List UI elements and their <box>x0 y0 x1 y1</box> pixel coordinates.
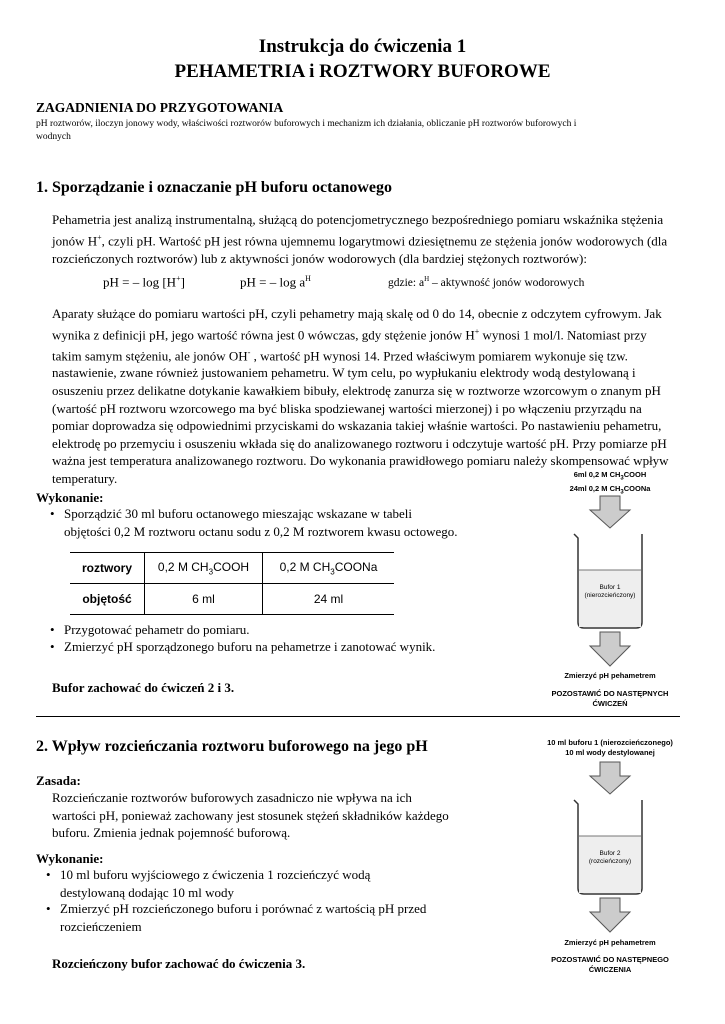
title-line-2: PEHAMETRIA i ROZTWORY BUFOROWE <box>174 61 551 82</box>
section1-keep-note: Bufor zachować do ćwiczeń 2 i 3. <box>52 680 235 695</box>
p2-line-3a: takim samym stężeniu, ale jonów OH <box>52 347 248 363</box>
arrow-down-icon <box>590 762 630 794</box>
table-cell <box>263 553 395 584</box>
diagram2-leave-2: ĆWICZENIA <box>588 964 632 974</box>
arrow-down-icon <box>590 632 630 666</box>
diagram2-measure: Zmierzyć pH pehametrem <box>564 938 656 947</box>
bullet-icon: • <box>46 901 51 916</box>
zasada-line-3: buforu. Zmienia jednak pojemność buforową. <box>52 825 291 841</box>
table-cell: objętość <box>70 584 145 615</box>
prep-text-line-2: wodnych <box>36 131 71 142</box>
p2-line-6: (wartość pH roztworu wzorcowego ma być bliska spodziewanej wartości mierzonej) i po włączeniu przyrządu na <box>52 400 642 416</box>
table-cell <box>145 553 263 584</box>
diagram1-beaker-label <box>570 584 650 600</box>
p2-line-4: nastawienie, zwane również justowaniem pehametru. W tym celu, po wypłukaniu elektrody wodą destylowaną i <box>52 365 636 381</box>
diagram1-top-1b: COOH <box>623 470 647 479</box>
diagram1-leave-2: ĆWICZEŃ <box>592 698 628 708</box>
section1-heading: 1. Sporządzanie i oznaczanie pH buforu octanowego <box>36 179 392 196</box>
p1-line-1: Pehametria jest analizą instrumentalną, służącą do potencjometrycznego bezpośredniego pomiaru wskaźnika stężenia <box>52 212 664 227</box>
diagram1-leave <box>520 689 700 708</box>
section-divider <box>36 716 680 717</box>
prep-text-line-1: pH roztworów, iloczyn jonowy wody, właściwości roztworów buforowych i mechanizm ich działania, obliczanie pH roztworów buforowych i <box>36 119 577 129</box>
p1-line-2 <box>52 229 690 250</box>
step1-line-1: Sporządzić 30 ml buforu octanowego mieszając wskazane w tabeli <box>64 506 412 521</box>
formula-3 <box>388 275 584 289</box>
diagram2-top-1: 10 ml buforu 1 (nierozcieńczonego) <box>547 738 673 747</box>
beaker1-label-2: (nierozcieńczony) <box>584 592 636 599</box>
zasada-line-1: Rozcieńczanie roztworów buforowych zasadniczo nie wpływa na ich <box>52 790 412 805</box>
formula-1a: pH = – log [H <box>103 274 177 290</box>
table-cell-text: COONa <box>334 559 378 574</box>
beaker2-label-1: Bufor 2 <box>599 850 621 857</box>
section2-wykonanie-label: Wykonanie: <box>36 851 104 866</box>
section1-paragraph-1 <box>52 211 690 267</box>
arrow-down-icon <box>590 898 630 932</box>
bullet-icon: • <box>50 622 55 637</box>
prep-heading: ZAGADNIENIA DO PRZYGOTOWANIA <box>36 100 284 115</box>
diagram2-graphic <box>560 760 660 935</box>
diagram2-beaker-label <box>570 850 650 866</box>
section2-step-2 <box>46 900 500 935</box>
diagram1-measure: Zmierzyć pH pehametrem <box>564 671 656 680</box>
formula-3b: – aktywność jonów wodorowych <box>429 276 585 289</box>
diagram2-top-2: 10 ml wody destylowanej <box>565 747 655 757</box>
table-cell-sub: 3 <box>208 567 214 577</box>
p2-line-8: elektrodę po przemyciu i osuszeniu wkłada się do analizowanego roztworu i odczytuje wartość pH. Przy pomiarze pH <box>52 435 667 451</box>
beaker1-label-1: Bufor 1 <box>599 584 621 591</box>
step2-line: Przygotować pehametr do pomiaru. <box>64 622 250 637</box>
formula-1-sup: + <box>176 274 181 283</box>
section1-paragraph-2 <box>52 305 690 488</box>
formula-2a: pH = – log a <box>240 274 306 290</box>
bullet-icon: • <box>50 639 55 654</box>
p2-line-1: Aparaty służące do pomiaru wartości pH, czyli pehametry mają skalę od 0 do 14, obecnie z odczytem cyfrowym. Jak <box>52 306 662 321</box>
diagram2-leave-1: POZOSTAWIĆ DO NASTĘPNEGO <box>551 955 669 964</box>
diagram2-top-labels <box>510 738 710 757</box>
prep-text <box>36 118 686 143</box>
section2-keep-note: Rozcieńczony bufor zachować do ćwiczenia 3. <box>52 956 306 971</box>
p2-line-10: temperatury. <box>52 471 118 486</box>
arrow-down-icon <box>590 496 630 528</box>
section2-heading: 2. Wpływ rozcieńczania roztworu buforowego na jego pH <box>36 738 428 755</box>
diagram1-graphic <box>560 494 660 669</box>
section1-step-3 <box>50 638 484 656</box>
p2-line-3 <box>52 344 690 365</box>
p2-line-2 <box>52 323 690 344</box>
s2-step1-line-1: 10 ml buforu wyjściowego z ćwiczenia 1 rozcieńczyć wodą <box>60 867 371 882</box>
zasada-line-2: wartości pH, ponieważ zachowany jest stosunek stężeń składników każdego <box>52 807 449 823</box>
table-row <box>70 553 394 584</box>
p2-line-2-sup: + <box>474 326 480 336</box>
diagram1-top-1 <box>520 470 700 484</box>
diagram1-top-2b: COONa <box>623 484 651 493</box>
step3-line: Zmierzyć pH sporządzonego buforu na pehametrze i zanotować wynik. <box>64 639 436 654</box>
section2-zasada-text <box>52 789 492 842</box>
table-row <box>70 584 394 615</box>
p2-line-3b: , wartość pH wynosi 14. Przed właściwym pomiarem wykonuje się tzw. <box>250 347 628 363</box>
title-line-1: Instrukcja do ćwiczenia 1 <box>258 36 467 57</box>
formula-3a: gdzie: a <box>388 276 425 289</box>
p2-line-3-sup: - <box>247 347 251 357</box>
table-cell-sub: 3 <box>330 567 335 577</box>
formula-1b: ] <box>180 274 185 290</box>
formula-2-sup: H <box>305 274 311 283</box>
p2-line-2b: wynosi 1 mol/l. Natomiast przy <box>479 326 647 342</box>
formula-3-sup: H <box>424 275 430 283</box>
s2-step1-line-2: destylowaną dodając 10 ml wody <box>60 884 235 900</box>
p2-line-2a: wynika z definicji pH, jego wartość równa jest 0 wówczas, gdy stężenie jonów H <box>52 326 475 342</box>
p1-line-2b: , czyli pH. Wartość pH jest równa ujemnemu logarytmowi dziesiętnemu ze stężenia jonów wodorowych (dla <box>101 232 668 248</box>
table-cell: roztwory <box>70 553 145 584</box>
section1-step-1 <box>50 505 484 540</box>
bullet-icon: • <box>50 506 55 521</box>
step1-line-2: objętości 0,2 M roztworu octanu sodu z 0,2 M roztworem kwasu octowego. <box>64 523 458 539</box>
p2-line-9: ważna jest temperatura analizowanego roztworu. Do wykonania prawidłowego pomiaru należy skompensować wpływ <box>52 453 669 469</box>
beaker2-label-2: (rozcieńczony) <box>588 858 632 865</box>
s2-step2-line-1: Zmierzyć pH rozcieńczonego buforu i porównać z wartością pH przed <box>60 901 427 916</box>
section2-step-1 <box>46 866 500 901</box>
diagram1-top-2a: 24ml 0,2 M CH <box>569 484 621 493</box>
table-cell-text: 0,2 M CH <box>157 559 209 574</box>
formula-2 <box>240 274 311 290</box>
table-cell: 6 ml <box>145 584 263 615</box>
p1-line-3: rozcieńczonych roztworów) lub z aktywności jonów wodorowych (dla bardziej stężonych roztworów): <box>52 250 587 266</box>
reagent-table <box>70 552 394 615</box>
diagram1-top-1-sub: 3 <box>620 475 624 482</box>
formula-1 <box>103 274 185 290</box>
section2-zasada-label: Zasada: <box>36 773 81 788</box>
section1-step-2 <box>50 621 484 639</box>
section1-wykonanie-label: Wykonanie: <box>36 490 104 505</box>
p2-line-7: pomiar doprowadza się odpowiednimi przyciskami do wskazania takiej właśnie wartości. Po nastawieniu pehametru, <box>52 418 662 434</box>
table-cell-text: 0,2 M CH <box>279 559 331 574</box>
p1-line-2a: jonów H <box>52 232 98 248</box>
s2-step2-line-2: rozcieńczeniem <box>60 918 142 934</box>
diagram2-leave <box>520 955 700 974</box>
diagram1-leave-1: POZOSTAWIĆ DO NASTĘPNYCH <box>551 689 669 698</box>
diagram1-top-2-sub: 3 <box>620 489 624 496</box>
table-cell-text: COOH <box>213 559 250 574</box>
p1-line-2-sup: + <box>97 232 102 242</box>
p2-line-5: osuszeniu przez delikatne dotykanie kawałkiem bibuły, elektrodę zanurza się w roztworze wzorcowym o znanym pH <box>52 383 661 399</box>
table-cell: 24 ml <box>263 584 395 615</box>
bullet-icon: • <box>46 867 51 882</box>
diagram1-top-1a: 6ml 0,2 M CH <box>573 470 621 479</box>
